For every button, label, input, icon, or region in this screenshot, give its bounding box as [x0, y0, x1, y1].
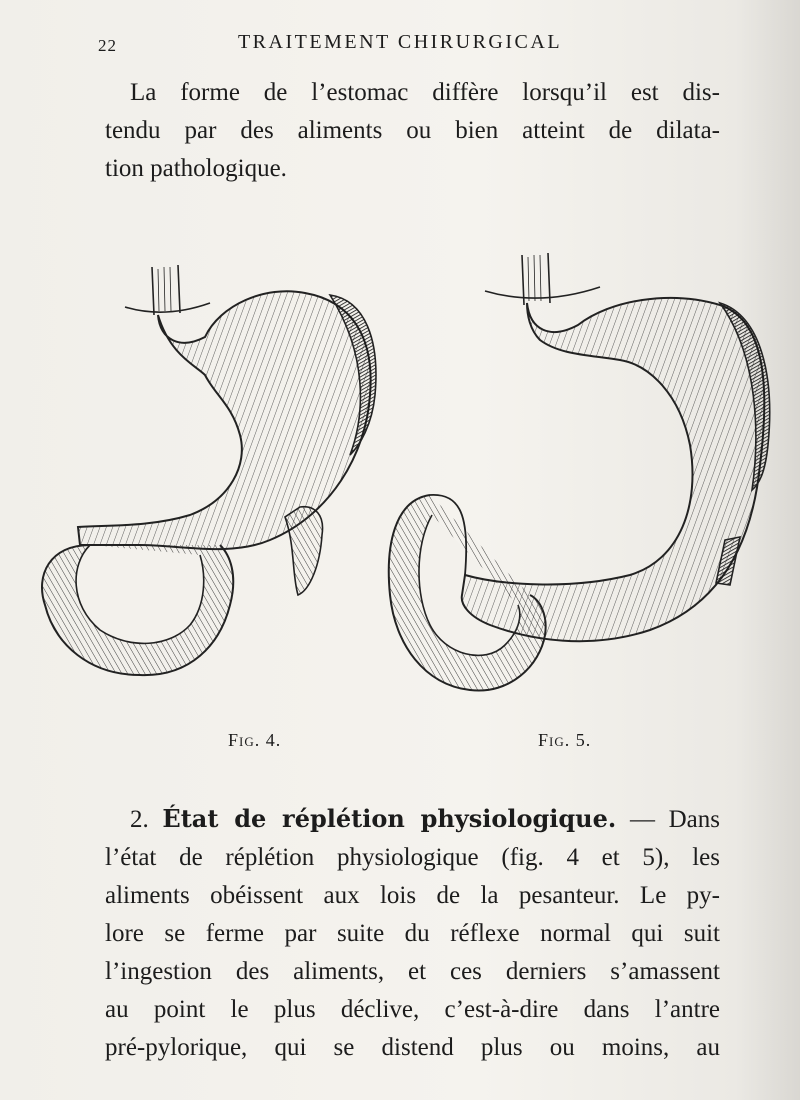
running-title: TRAITEMENT CHIRURGICAL — [237, 31, 563, 53]
section-title: État de réplétion physiologique. — [162, 804, 617, 833]
section-heading-line — [105, 800, 720, 839]
section-2-paragraph — [105, 800, 720, 1067]
figure-5-stomach — [389, 253, 770, 691]
section-line-3: lore se ferme par suite du réflexe normal qui suit — [105, 920, 720, 947]
section-first-words: — Dans — [629, 806, 720, 833]
section-line-6: pré-pylorique, qui se distend plus ou moins, au — [105, 1034, 720, 1061]
intro-paragraph — [105, 74, 720, 188]
section-line-2: aliments obéissent aux lois de la pesanteur. Le py- — [105, 882, 720, 909]
section-line-1: l’état de réplétion physiologique (fig. 4 et 5), les — [105, 844, 720, 871]
section-line-4: l’ingestion des aliments, et ces derniers s’amassent — [105, 958, 720, 985]
figure-5-caption: Fig. 5. — [538, 730, 592, 750]
intro-line-2: tendu par des aliments ou bien atteint de dilata- — [105, 117, 720, 144]
intro-line-1: La forme de l’estomac diffère lorsqu’il est dis- — [130, 79, 720, 106]
intro-line-3: tion pathologique. — [105, 155, 287, 182]
section-number: 2. — [130, 806, 149, 833]
section-line-5: au point le plus déclive, c’est-à-dire dans l’antre — [105, 996, 720, 1023]
figure-4-stomach — [42, 265, 376, 675]
page-number: 22 — [98, 36, 117, 55]
stomach-illustrations — [30, 245, 780, 715]
figure-4-caption: Fig. 4. — [228, 730, 282, 750]
